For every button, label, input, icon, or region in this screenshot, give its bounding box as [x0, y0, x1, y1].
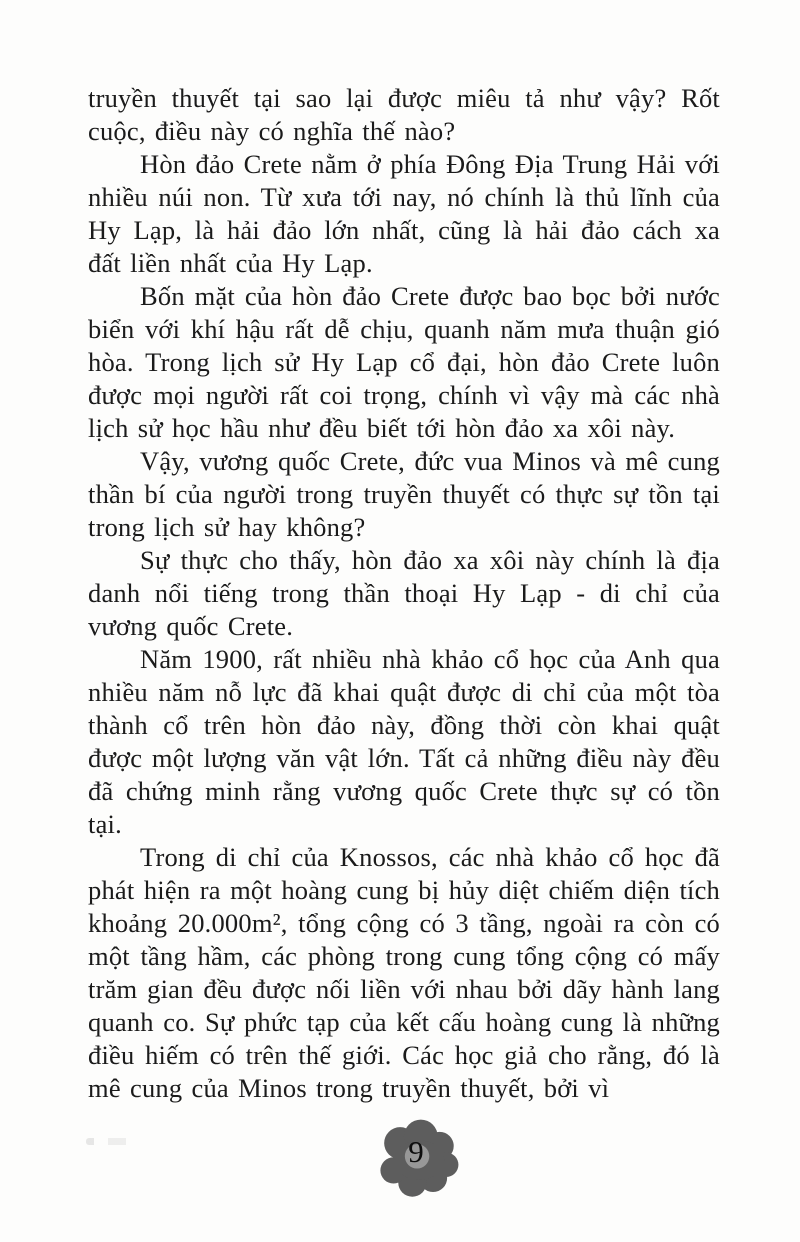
print-smudge — [86, 1138, 156, 1145]
paragraph: Sự thực cho thấy, hòn đảo xa xôi này chính là địa danh nổi tiếng trong thần thoại Hy Lạp - di chỉ của vương quốc Crete. — [88, 545, 720, 641]
page-number: 9 — [408, 1134, 424, 1169]
paragraph: Trong di chỉ của Knossos, các nhà khảo cổ học đã phát hiện ra một hoàng cung bị hủy diệt chiếm diện tích khoảng 20.000m², tổng cộng có 3 tầng, ngoài ra còn có một tầng hầm, các phòng trong cung tổng cộng có mấy trăm gian đều được nối liền với nhau bởi dãy hành lang quanh co. Sự phức tạp của kết cấu hoàng cung là những điều hiếm có trên thế giới. Các học giả cho rằng, đó là mê cung của Minos trong truyền thuyết, bởi vì — [88, 842, 720, 1103]
paragraph: truyền thuyết tại sao lại được miêu tả như vậy? Rốt cuộc, điều này có nghĩa thế nào? — [88, 83, 720, 146]
paragraph: Bốn mặt của hòn đảo Crete được bao bọc bởi nước biển với khí hậu rất dễ chịu, quanh năm mưa thuận gió hòa. Trong lịch sử Hy Lạp cổ đại, hòn đảo Crete luôn được mọi người rất coi trọng, chính vì vậy mà các nhà lịch sử học hầu như đều biết tới hòn đảo xa xôi này. — [88, 281, 720, 443]
paragraph: Hòn đảo Crete nằm ở phía Đông Địa Trung Hải với nhiều núi non. Từ xưa tới nay, nó chính là thủ lĩnh của Hy Lạp, là hải đảo lớn nhất, cũng là hải đảo cách xa đất liền nhất của Hy Lạp. — [88, 149, 720, 278]
page-number-badge — [371, 1118, 465, 1204]
page-text — [88, 82, 720, 1105]
paragraph: Vậy, vương quốc Crete, đức vua Minos và mê cung thần bí của người trong truyền thuyết có thực sự tồn tại trong lịch sử hay không? — [88, 446, 720, 542]
paragraph: Năm 1900, rất nhiều nhà khảo cổ học của Anh qua nhiều năm nỗ lực đã khai quật được di chỉ của một tòa thành cổ trên hòn đảo này, đồng thời còn khai quật được một lượng văn vật lớn. Tất cả những điều này đều đã chứng minh rằng vương quốc Crete thực sự có tồn tại. — [88, 644, 720, 839]
